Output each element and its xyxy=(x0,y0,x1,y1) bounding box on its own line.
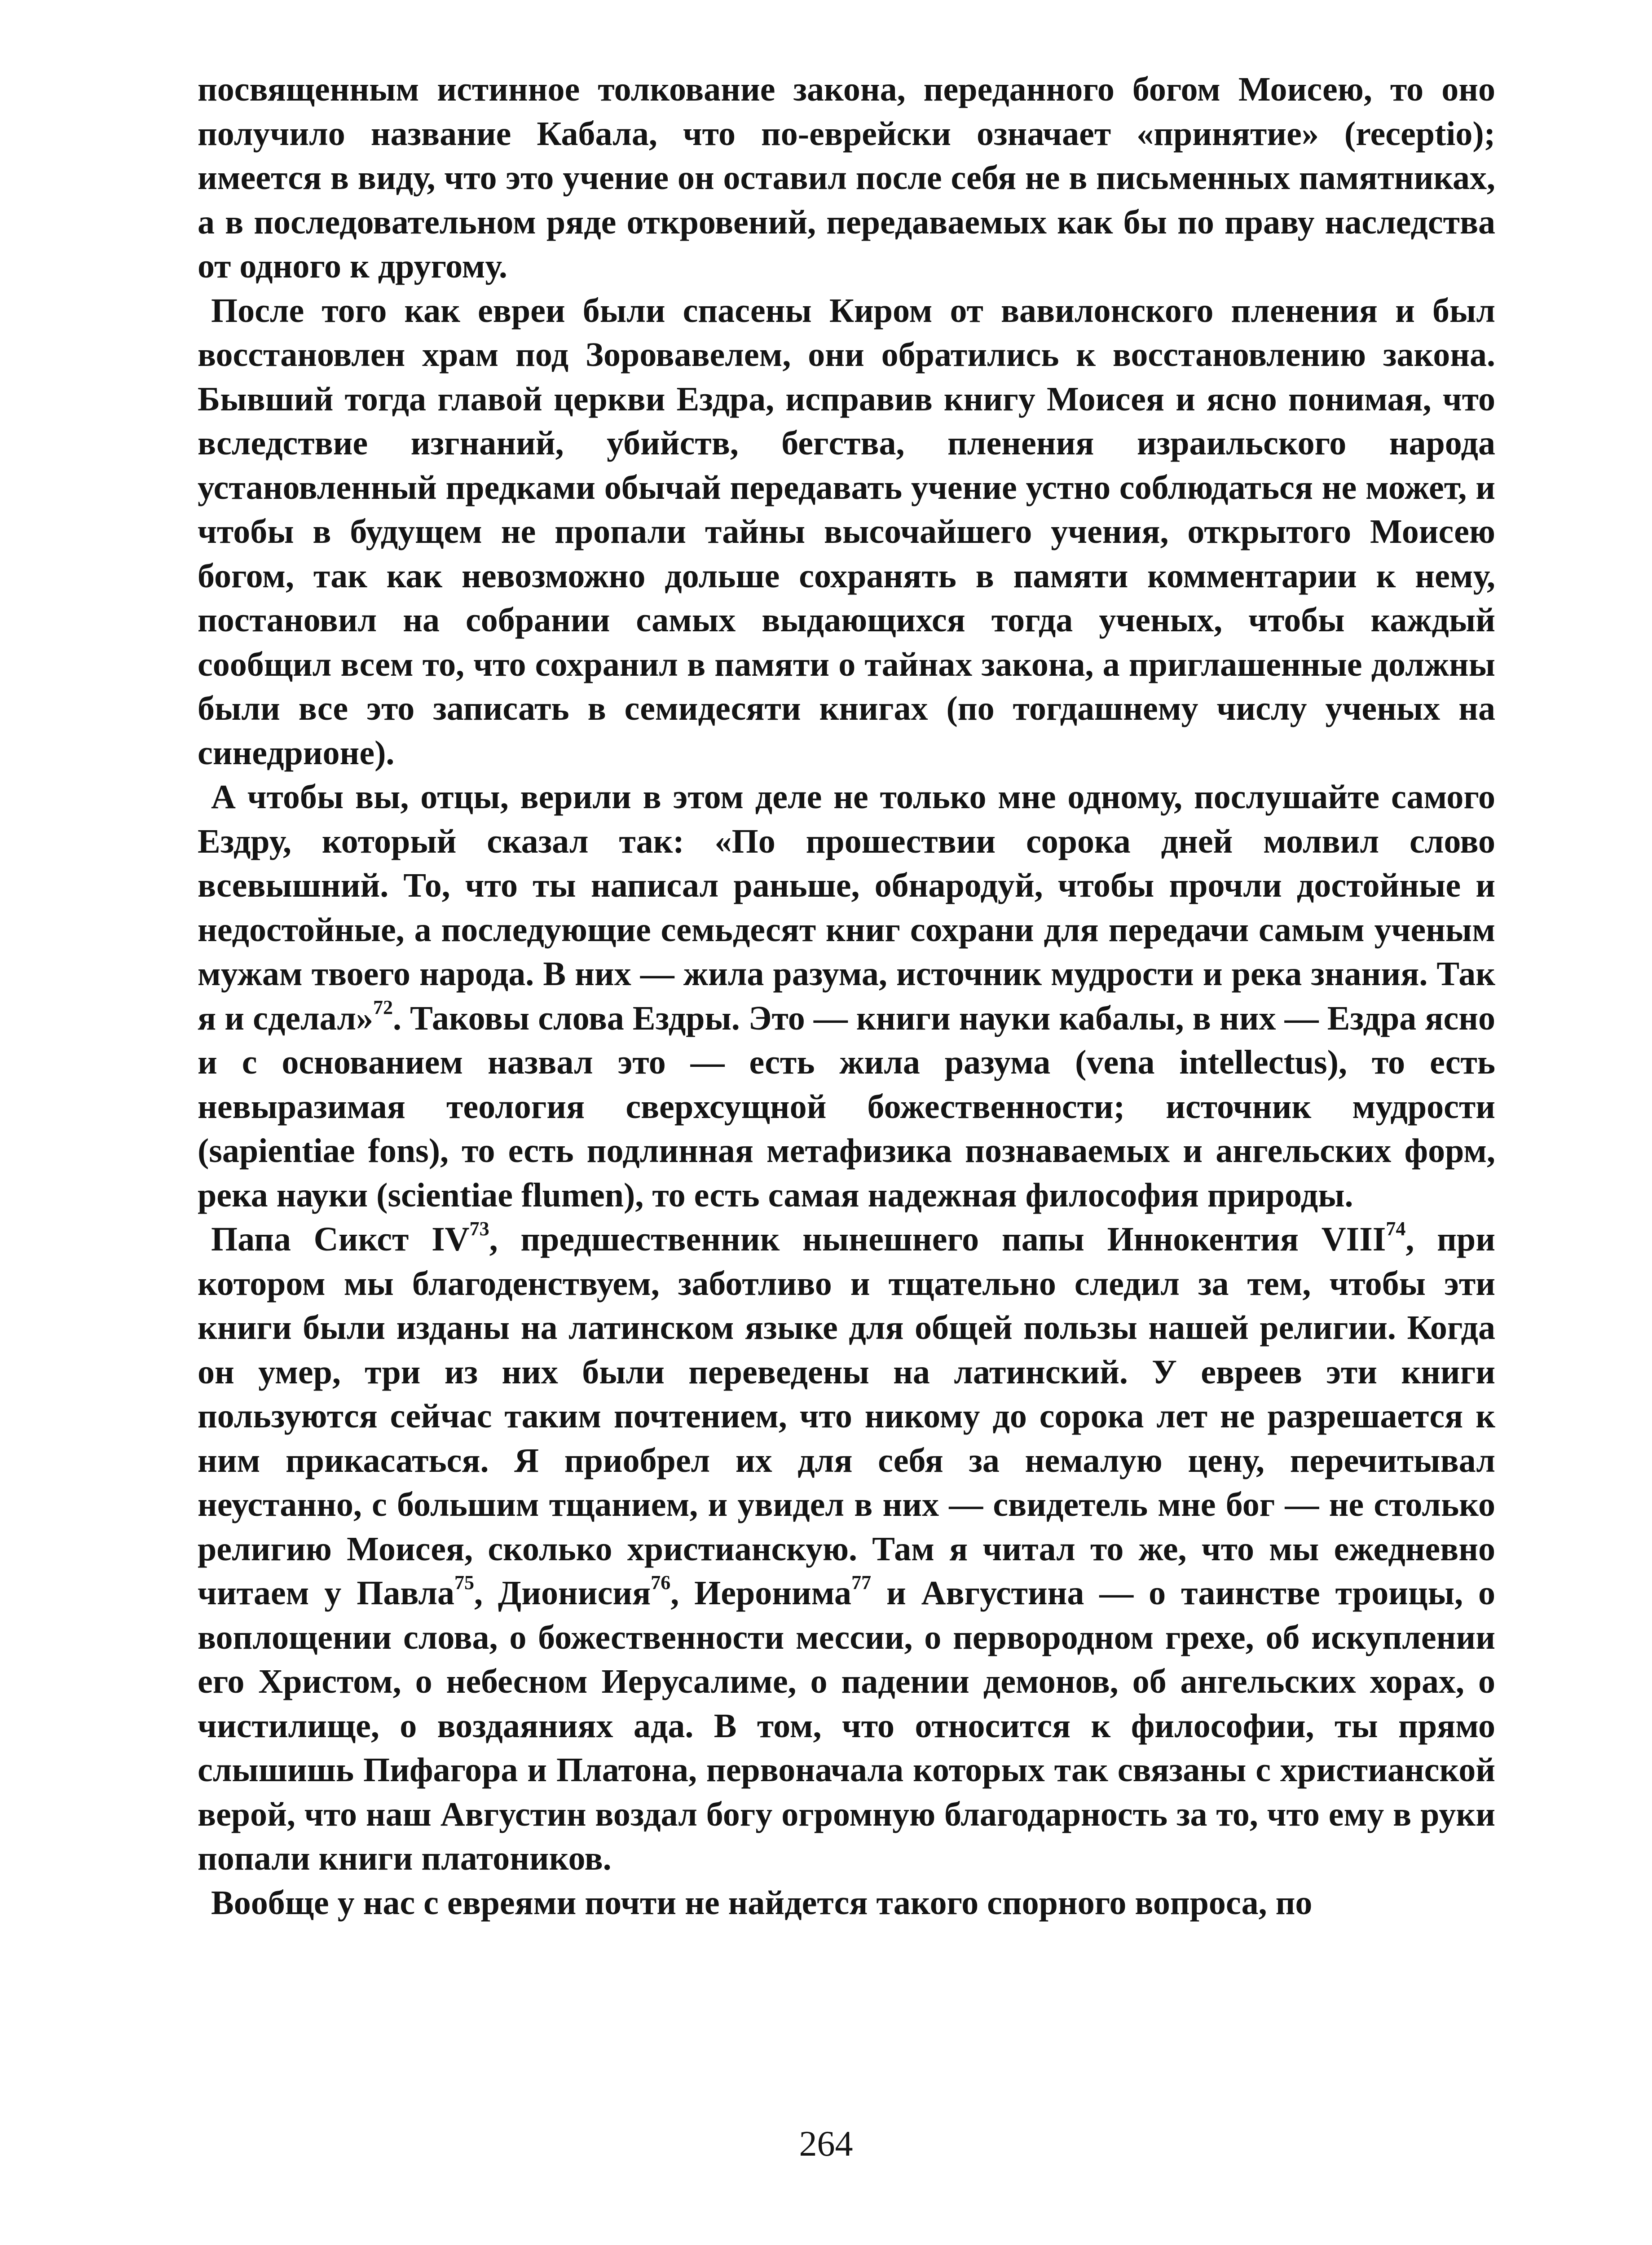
text-run: После того как евреи были спасены Киром от вавилонского пленения и был восстановлен храм под Зоровавелем, они обратились к восстановлению закона. Бывший тогда главой церкви Ездра, исправив книгу Моисея и ясно понимая, что вследствие изгнаний, убийств, бегства, пленения израильского народа установленный предками обычай передавать учение устно соблюдаться не может, и чтобы в будущем не пропали тайны высочайшего учения, открытого Моисею богом, так как невозможно дольше сохранять в памяти комментарии к нему, постановил на собрании самых выдающихся тогда ученых, чтобы каждый сообщил всем то, что сохранил в памяти о тайнах закона, а приглашенные должны были все это записать в семидесяти книгах (по тогдашнему числу ученых на синедрионе). xyxy=(198,291,1495,772)
text-run: А чтобы вы, отцы, верили в этом деле не только мне одному, послушайте самого Ездру, который сказал так: «По прошествии сорока дней молвил слово всевышний. То, что ты написал раньше, обнародуй, чтобы прочли достойные и недостойные, а последующие семьдесят книг сохрани для передачи самым ученым мужам твоего народа. В них — жила разума, источник мудрости и река знания. Так я и сделал» xyxy=(198,778,1495,1037)
footnote-ref: 73 xyxy=(469,1217,489,1240)
paragraph xyxy=(198,289,1495,775)
footnote-ref: 77 xyxy=(851,1571,872,1594)
page-body xyxy=(198,67,1495,1925)
footnote-ref: 74 xyxy=(1386,1217,1406,1240)
paragraph xyxy=(198,1881,1495,1925)
text-run: и Августина — о таинстве троицы, о воплощении слова, о божественности мессии, о первородном грехе, об искуплении его Христом, о небесном Иерусалиме, о падении демонов, об ангельских хорах, о чистилище, о воздаяниях ада. В том, что относится к философии, ты прямо слышишь Пифагора и Платона, первоначала которых так связаны с христианской верой, что наш Августин воздал богу огромную благодарность за то, что ему в руки попали книги платоников. xyxy=(198,1574,1496,1877)
footnote-ref: 75 xyxy=(454,1571,475,1594)
paragraph xyxy=(198,775,1495,1217)
text-run: . Таковы слова Ездры. Это — книги науки кабалы, в них — Ездра ясно и с основанием назвал это — есть жила разума (vena intellectus), то есть невыразимая теология сверхсущной божественности; источник мудрости (sapientiae fons), то есть подлинная метафизика познаваемых и ангельских форм, река науки (scientiae flumen), то есть самая надежная философия природы. xyxy=(198,999,1496,1214)
text-run: , предшественник нынешнего папы Иннокентия VIII xyxy=(489,1220,1386,1258)
footnote-ref: 72 xyxy=(373,996,393,1019)
text-run: посвященным истинное толкование закона, переданного богом Моисею, то оно получило название Кабала, что по-еврейски означает «принятие» (receptio); имеется в виду, что это учение он оставил после себя не в письменных памятниках, а в последовательном ряде откровений, передаваемых как бы по праву наследства от одного к другому. xyxy=(198,70,1495,285)
text-run: , при котором мы благоденствуем, заботливо и тщательно следил за тем, чтобы эти книги были изданы на латинском языке для общей пользы нашей религии. Когда он умер, три из них были переведены на латинский. У евреев эти книги пользуются сейчас таким почтением, что никому до сорока лет не разрешается к ним прикасаться. Я приобрел их для себя за немалую цену, перечитывал неустанно, с большим тщанием, и увидел в них — свидетель мне бог — не столько религию Моисея, сколько христианскую. Там я читал то же, что мы ежедневно читаем у Павла xyxy=(198,1220,1495,1612)
footnote-ref: 76 xyxy=(651,1571,671,1594)
text-run: Вообще у нас с евреями почти не найдется такого спорного вопроса, по xyxy=(211,1884,1313,1922)
text-run: , Дионисия xyxy=(474,1574,651,1612)
paragraph xyxy=(198,67,1495,289)
text-run: , Иеронима xyxy=(670,1574,852,1612)
page-number: 264 xyxy=(799,2124,853,2164)
text-run: Папа Сикст IV xyxy=(211,1220,470,1258)
paragraph xyxy=(198,1217,1495,1881)
